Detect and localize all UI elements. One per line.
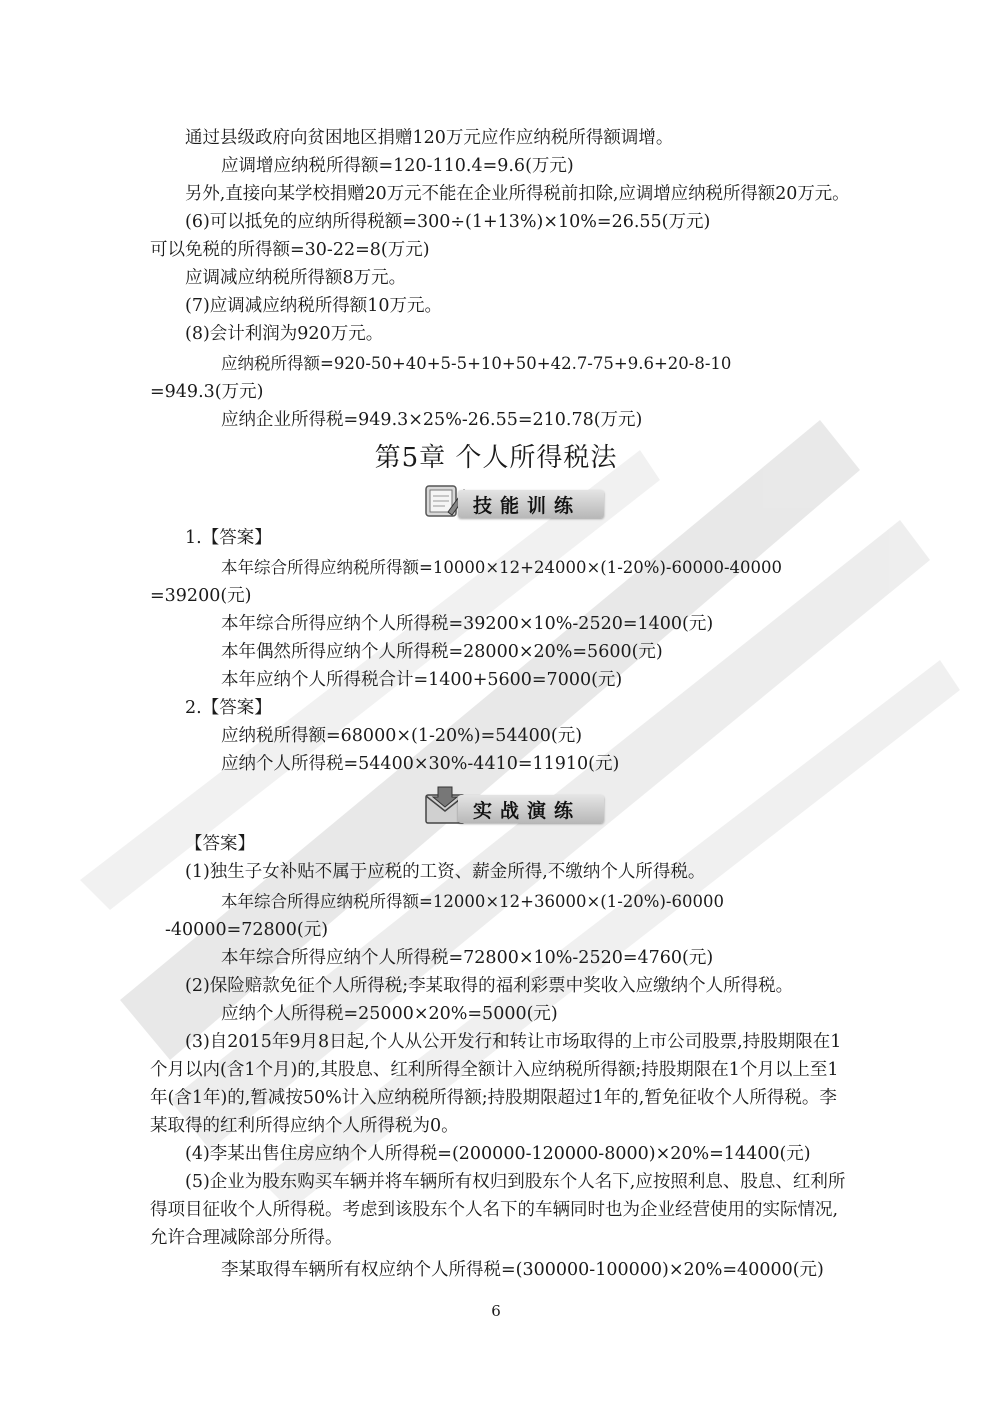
text-line: 本年综合所得应纳个人所得税=39200×10%-2520=1400(元) (221, 614, 714, 634)
text-line: 2.【答案】 (185, 698, 272, 718)
chapter-title: 第5章 个人所得税法 (374, 443, 618, 473)
text-line: 李某取得车辆所有权应纳个人所得税=(300000-100000)×20%=40000(元) (221, 1260, 824, 1280)
text-line: 得项目征收个人所得税。考虑到该股东个人名下的车辆同时也为企业经营使用的实际情况, (150, 1200, 839, 1220)
text-line: 通过县级政府向贫困地区捐赠120万元应作应纳税所得额调增。 (185, 128, 674, 148)
text-line: -40000=72800(元) (165, 920, 329, 940)
text-line: 本年偶然所得应纳个人所得税=28000×20%=5600(元) (221, 642, 663, 662)
section-banner-skills (0, 478, 992, 524)
text-line: 应调增应纳税所得额=120-110.4=9.6(万元) (221, 156, 574, 176)
text-line: 应纳个人所得税=25000×20%=5000(元) (221, 1004, 558, 1024)
text-line: 本年应纳个人所得税合计=1400+5600=7000(元) (221, 670, 623, 690)
text-line: (3)自2015年9月8日起,个人从公开发行和转让市场取得的上市公司股票,持股期限在1 (185, 1032, 842, 1052)
text-line: 应纳企业所得税=949.3×25%-26.55=210.78(万元) (221, 410, 643, 430)
text-line: 应纳税所得额=68000×(1-20%)=54400(元) (221, 726, 583, 746)
text-line: 1.【答案】 (185, 528, 272, 548)
text-line: 某取得的红利所得应纳个人所得税为0。 (150, 1116, 459, 1136)
section-banner-practice (0, 783, 992, 829)
text-line: 允许合理减除部分所得。 (150, 1228, 343, 1248)
text-line: 另外,直接向某学校捐赠20万元不能在企业所得税前扣除,应调增应纳税所得额20万元。 (185, 184, 850, 204)
banner-title: 技能训练 (473, 495, 582, 517)
text-line: (1)独生子女补贴不属于应税的工资、薪金所得,不缴纳个人所得税。 (185, 862, 706, 882)
text-line: (8)会计利润为920万元。 (185, 324, 384, 344)
text-line: 应调减应纳税所得额8万元。 (185, 268, 407, 288)
text-line: 本年综合所得应纳税所得额=12000×12+36000×(1-20%)-60000 (221, 892, 724, 911)
text-line: 年(含1年)的,暂减按50%计入应纳税所得额;持股期限超过1年的,暂免征收个人所得税。李 (150, 1088, 837, 1108)
text-line: (7)应调减应纳税所得额10万元。 (185, 296, 443, 316)
banner-title: 实战演练 (473, 800, 582, 822)
text-line: 个月以内(含1个月)的,其股息、红利所得全额计入应纳税所得额;持股期限在1个月以上至1 (150, 1060, 839, 1080)
text-line: =39200(元) (150, 586, 252, 606)
text-line: 【答案】 (185, 834, 255, 854)
text-line: (6)可以抵免的应纳所得税额=300÷(1+13%)×10%=26.55(万元) (185, 212, 711, 232)
text-line: 本年综合所得应纳税所得额=10000×12+24000×(1-20%)-60000-40000 (221, 558, 783, 577)
text-line: =949.3(万元) (150, 382, 264, 402)
text-line: (5)企业为股东购买车辆并将车辆所有权归到股东个人名下,应按照利息、股息、红利所 (185, 1172, 846, 1192)
text-line: 可以免税的所得额=30-22=8(万元) (150, 240, 430, 260)
text-line: 本年综合所得应纳个人所得税=72800×10%-2520=4760(元) (221, 948, 714, 968)
text-line: 应纳个人所得税=54400×30%-4410=11910(元) (221, 754, 620, 774)
text-line: (4)李某出售住房应纳个人所得税=(200000-120000-8000)×20%=14400(元) (185, 1144, 811, 1164)
page-number: 6 (491, 1302, 501, 1320)
text-line: (2)保险赔款免征个人所得税;李某取得的福利彩票中奖收入应缴纳个人所得税。 (185, 976, 794, 996)
text-line: 应纳税所得额=920-50+40+5-5+10+50+42.7-75+9.6+20-8-10 (221, 354, 732, 373)
